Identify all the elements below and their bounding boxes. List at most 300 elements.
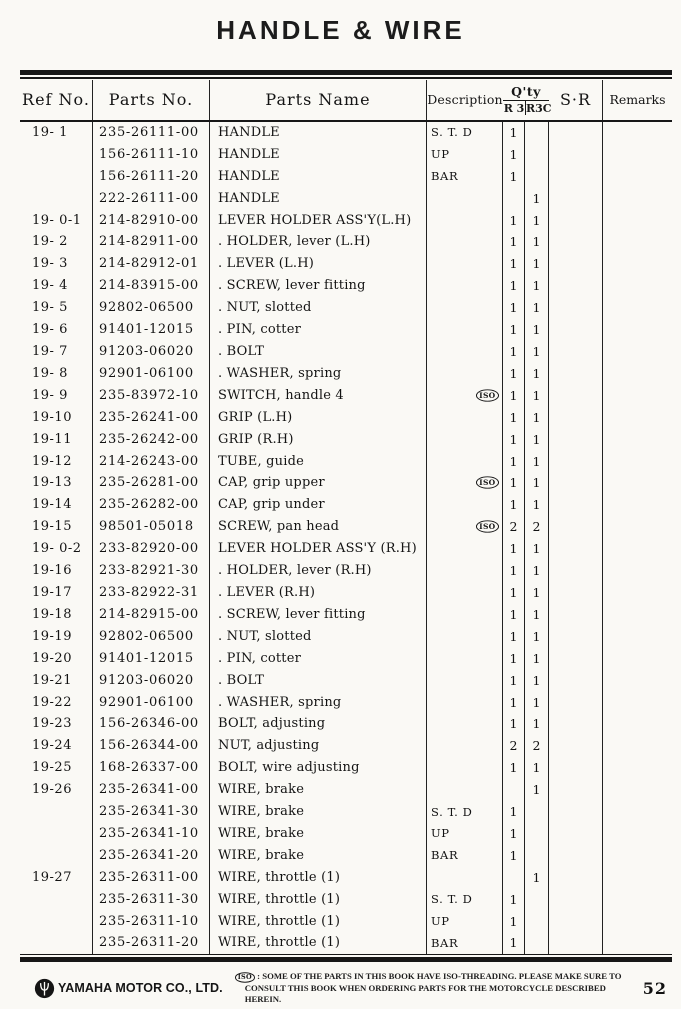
ref-no-cell [20, 187, 93, 209]
description-cell [427, 428, 503, 450]
parts-name-cell: HANDLE [210, 165, 427, 187]
qty-r3-cell: 1 [503, 253, 525, 275]
sr-cell [549, 472, 603, 494]
qty-r3c-cell: 1 [525, 297, 549, 319]
parts-name-cell: WIRE, throttle (1) [210, 888, 427, 910]
remarks-cell [603, 253, 672, 275]
sr-cell [549, 560, 603, 582]
ref-no-cell: 19- 6 [20, 319, 93, 341]
parts-no-cell: 233-82922-31 [93, 582, 210, 604]
remarks-cell [603, 669, 672, 691]
remarks-cell [603, 341, 672, 363]
parts-no-cell: 235-26341-30 [93, 801, 210, 823]
sr-cell [549, 866, 603, 888]
sr-cell [549, 516, 603, 538]
table-top-rule-thick [20, 70, 672, 75]
qty-r3c-cell [525, 888, 549, 910]
header-parts-no: Parts No. [93, 80, 210, 120]
parts-name-cell: . PIN, cotter [210, 647, 427, 669]
table-row [20, 143, 672, 165]
ref-no-cell: 19- 1 [20, 122, 93, 144]
parts-name-cell: SWITCH, handle 4 [210, 384, 427, 406]
ref-no-cell [20, 143, 93, 165]
parts-name-cell: WIRE, throttle (1) [210, 932, 427, 954]
table-row [20, 472, 672, 494]
remarks-cell [603, 450, 672, 472]
sr-cell [549, 362, 603, 384]
qty-r3c-cell: 1 [525, 713, 549, 735]
description-text: UP [431, 147, 450, 162]
parts-no-cell: 214-82910-00 [93, 209, 210, 231]
table-row [20, 165, 672, 187]
table-row [20, 297, 672, 319]
table-header-row [20, 80, 672, 122]
header-remarks: Remarks [609, 92, 666, 107]
remarks-cell [603, 582, 672, 604]
qty-r3-cell: 1 [503, 560, 525, 582]
parts-no-cell: 235-26281-00 [93, 472, 210, 494]
sr-cell [549, 932, 603, 954]
qty-r3-cell: 1 [503, 275, 525, 297]
ref-no-cell: 19- 3 [20, 253, 93, 275]
qty-r3c-cell [525, 932, 549, 954]
parts-name-cell: CAP, grip upper [210, 472, 427, 494]
ref-no-cell [20, 165, 93, 187]
header-qty-r3c: R3C [526, 102, 552, 115]
remarks-cell [603, 516, 672, 538]
table-bottom-rule-thick [20, 957, 672, 962]
qty-r3c-cell: 1 [525, 450, 549, 472]
parts-name-cell: BOLT, adjusting [210, 713, 427, 735]
parts-no-cell: 235-26311-10 [93, 910, 210, 932]
table-row [20, 669, 672, 691]
page-footer [20, 970, 673, 1006]
remarks-cell [603, 384, 672, 406]
parts-no-cell: 214-82911-00 [93, 231, 210, 253]
parts-name-cell: WIRE, throttle (1) [210, 910, 427, 932]
qty-r3c-cell [525, 801, 549, 823]
qty-r3-cell: 1 [503, 757, 525, 779]
description-cell [427, 691, 503, 713]
parts-no-cell: 91401-12015 [93, 647, 210, 669]
remarks-cell [603, 143, 672, 165]
description-text: UP [431, 914, 450, 929]
qty-r3-cell: 1 [503, 844, 525, 866]
qty-r3c-cell: 1 [525, 231, 549, 253]
remarks-cell [603, 735, 672, 757]
qty-r3c-cell: 1 [525, 494, 549, 516]
parts-name-cell: HANDLE [210, 122, 427, 144]
table-row [20, 691, 672, 713]
parts-no-cell: 214-83915-00 [93, 275, 210, 297]
description-cell [427, 757, 503, 779]
parts-name-cell: . SCREW, lever fitting [210, 603, 427, 625]
description-cell [427, 669, 503, 691]
table-row [20, 494, 672, 516]
table-row [20, 735, 672, 757]
parts-name-cell: CAP, grip under [210, 494, 427, 516]
remarks-cell [603, 713, 672, 735]
remarks-cell [603, 209, 672, 231]
parts-name-cell: . BOLT [210, 341, 427, 363]
header-qty-group [503, 80, 552, 120]
description-cell [427, 275, 503, 297]
table-row [20, 932, 672, 954]
description-text: BAR [431, 169, 459, 184]
parts-name-cell: SCREW, pan head [210, 516, 427, 538]
table-body [20, 122, 672, 954]
parts-no-cell: 235-26311-00 [93, 866, 210, 888]
parts-name-cell: WIRE, throttle (1) [210, 866, 427, 888]
ref-no-cell: 19-13 [20, 472, 93, 494]
parts-name-cell: . PIN, cotter [210, 319, 427, 341]
remarks-cell [603, 801, 672, 823]
table-row [20, 450, 672, 472]
description-cell [427, 647, 503, 669]
parts-no-cell: 235-26111-00 [93, 122, 210, 144]
qty-r3c-cell: 1 [525, 582, 549, 604]
table-top-rule-thin [20, 77, 672, 79]
remarks-cell [603, 538, 672, 560]
description-cell [427, 122, 503, 144]
description-cell [427, 253, 503, 275]
sr-cell [549, 757, 603, 779]
qty-r3-cell: 1 [503, 428, 525, 450]
qty-r3-cell: 1 [503, 538, 525, 560]
parts-no-cell: 235-26282-00 [93, 494, 210, 516]
table-row [20, 844, 672, 866]
remarks-cell [603, 472, 672, 494]
ref-no-cell: 19-27 [20, 866, 93, 888]
qty-r3c-cell: 1 [525, 253, 549, 275]
parts-no-cell: 91401-12015 [93, 319, 210, 341]
table-row [20, 538, 672, 560]
table-row [20, 516, 672, 538]
table-row [20, 122, 672, 144]
table-row [20, 801, 672, 823]
description-cell [427, 844, 503, 866]
remarks-cell [603, 231, 672, 253]
ref-no-cell: 19-22 [20, 691, 93, 713]
description-cell [427, 779, 503, 801]
qty-r3c-cell [525, 122, 549, 144]
sr-cell [549, 494, 603, 516]
sr-cell [549, 319, 603, 341]
iso-threading-icon: ISO [476, 389, 499, 401]
description-cell [427, 297, 503, 319]
description-cell [427, 603, 503, 625]
qty-r3c-cell: 1 [525, 341, 549, 363]
description-cell [427, 406, 503, 428]
qty-r3c-cell: 1 [525, 866, 549, 888]
table-row [20, 253, 672, 275]
sr-cell [549, 275, 603, 297]
parts-name-cell: TUBE, guide [210, 450, 427, 472]
ref-no-cell: 19- 5 [20, 297, 93, 319]
description-cell [427, 713, 503, 735]
sr-cell [549, 538, 603, 560]
table-row [20, 713, 672, 735]
remarks-cell [603, 560, 672, 582]
qty-r3c-cell: 2 [525, 735, 549, 757]
qty-r3c-cell [525, 165, 549, 187]
parts-no-cell: 156-26344-00 [93, 735, 210, 757]
qty-r3c-cell [525, 910, 549, 932]
ref-no-cell [20, 932, 93, 954]
remarks-cell [603, 319, 672, 341]
ref-no-cell: 19-15 [20, 516, 93, 538]
table-row [20, 406, 672, 428]
sr-cell [549, 406, 603, 428]
table-row [20, 231, 672, 253]
description-cell [427, 362, 503, 384]
ref-no-cell: 19-21 [20, 669, 93, 691]
parts-name-cell: . WASHER, spring [210, 691, 427, 713]
parts-no-cell: 214-82912-01 [93, 253, 210, 275]
parts-name-cell: WIRE, brake [210, 779, 427, 801]
qty-r3-cell: 1 [503, 582, 525, 604]
qty-r3-cell: 1 [503, 801, 525, 823]
remarks-cell [603, 275, 672, 297]
qty-r3c-cell [525, 143, 549, 165]
ref-no-cell [20, 844, 93, 866]
header-description: Description [427, 92, 503, 107]
qty-r3c-cell: 1 [525, 406, 549, 428]
iso-threading-icon: ISO [476, 477, 499, 489]
remarks-cell [603, 844, 672, 866]
qty-r3-cell: 1 [503, 713, 525, 735]
iso-threading-icon: ISO [235, 972, 255, 982]
qty-r3c-cell: 1 [525, 275, 549, 297]
table-row [20, 341, 672, 363]
parts-no-cell: 235-26242-00 [93, 428, 210, 450]
ref-no-cell: 19-14 [20, 494, 93, 516]
qty-r3c-cell: 1 [525, 560, 549, 582]
qty-r3-cell: 1 [503, 823, 525, 845]
sr-cell [549, 625, 603, 647]
parts-no-cell: 235-26341-20 [93, 844, 210, 866]
parts-no-cell: 214-82915-00 [93, 603, 210, 625]
description-cell [427, 866, 503, 888]
remarks-cell [603, 603, 672, 625]
sr-cell [549, 341, 603, 363]
description-cell [427, 209, 503, 231]
ref-no-cell: 19-17 [20, 582, 93, 604]
table-row [20, 428, 672, 450]
parts-no-cell: 156-26111-20 [93, 165, 210, 187]
qty-r3c-cell [525, 823, 549, 845]
parts-no-cell: 233-82921-30 [93, 560, 210, 582]
parts-name-cell: BOLT, wire adjusting [210, 757, 427, 779]
table-row [20, 757, 672, 779]
description-cell [427, 582, 503, 604]
ref-no-cell: 19-25 [20, 757, 93, 779]
table-row [20, 275, 672, 297]
qty-r3c-cell: 1 [525, 757, 549, 779]
iso-footnote-separator: : [257, 970, 261, 981]
description-cell [427, 143, 503, 165]
parts-no-cell: 235-26311-20 [93, 932, 210, 954]
qty-r3c-cell: 1 [525, 691, 549, 713]
qty-r3c-cell: 1 [525, 428, 549, 450]
remarks-cell [603, 494, 672, 516]
ref-no-cell: 19-18 [20, 603, 93, 625]
parts-table [20, 70, 672, 962]
remarks-cell [603, 428, 672, 450]
remarks-cell [603, 888, 672, 910]
description-cell [427, 450, 503, 472]
ref-no-cell: 19-10 [20, 406, 93, 428]
description-cell [427, 516, 503, 538]
ref-no-cell: 19- 2 [20, 231, 93, 253]
yamaha-tuning-fork-icon [34, 978, 55, 999]
qty-r3c-cell: 1 [525, 187, 549, 209]
sr-cell [549, 779, 603, 801]
parts-no-cell: 235-26311-30 [93, 888, 210, 910]
qty-r3-cell: 1 [503, 910, 525, 932]
remarks-cell [603, 932, 672, 954]
sr-cell [549, 231, 603, 253]
sr-cell [549, 297, 603, 319]
remarks-cell [603, 691, 672, 713]
sr-cell [549, 450, 603, 472]
sr-cell [549, 253, 603, 275]
qty-r3-cell [503, 779, 525, 801]
ref-no-cell: 19- 0-2 [20, 538, 93, 560]
ref-no-cell: 19- 0-1 [20, 209, 93, 231]
qty-r3-cell: 1 [503, 669, 525, 691]
sr-cell [549, 209, 603, 231]
qty-r3c-cell: 1 [525, 472, 549, 494]
parts-name-cell: . LEVER (R.H) [210, 582, 427, 604]
sr-cell [549, 428, 603, 450]
ref-no-cell: 19- 4 [20, 275, 93, 297]
sr-cell [549, 647, 603, 669]
parts-no-cell: 98501-05018 [93, 516, 210, 538]
sr-cell [549, 801, 603, 823]
page-number: 52 [642, 978, 667, 998]
description-cell [427, 932, 503, 954]
qty-r3c-cell: 1 [525, 209, 549, 231]
description-cell [427, 735, 503, 757]
header-parts-name: Parts Name [210, 80, 427, 120]
table-row [20, 384, 672, 406]
table-row [20, 319, 672, 341]
description-cell [427, 341, 503, 363]
qty-r3-cell: 1 [503, 494, 525, 516]
ref-no-cell: 19-19 [20, 625, 93, 647]
remarks-cell [603, 910, 672, 932]
company-name: YAMAHA MOTOR CO., LTD. [58, 981, 223, 995]
parts-name-cell: . HOLDER, lever (L.H) [210, 231, 427, 253]
description-cell [427, 384, 503, 406]
iso-footnote-line2: CONSULT THIS BOOK WHEN ORDERING PARTS FOR THE MOTORCYCLE DESCRIBED HEREIN. [244, 982, 606, 1004]
ref-no-cell: 19- 9 [20, 384, 93, 406]
parts-no-cell: 214-26243-00 [93, 450, 210, 472]
qty-r3-cell: 1 [503, 165, 525, 187]
header-qty-r3: R 3 [503, 102, 525, 115]
description-cell [427, 910, 503, 932]
parts-name-cell: HANDLE [210, 143, 427, 165]
parts-no-cell: 156-26346-00 [93, 713, 210, 735]
parts-no-cell: 235-26241-00 [93, 406, 210, 428]
header-sr: S·R [549, 80, 603, 120]
remarks-cell [603, 779, 672, 801]
description-cell [427, 231, 503, 253]
qty-r3-cell: 1 [503, 647, 525, 669]
remarks-cell [603, 297, 672, 319]
sr-cell [549, 122, 603, 144]
header-qty: Q'ty [503, 84, 549, 101]
parts-name-cell: NUT, adjusting [210, 735, 427, 757]
parts-no-cell: 91203-06020 [93, 669, 210, 691]
description-cell [427, 538, 503, 560]
sr-cell [549, 165, 603, 187]
qty-r3-cell: 1 [503, 341, 525, 363]
parts-name-cell: HANDLE [210, 187, 427, 209]
parts-no-cell: 235-26341-10 [93, 823, 210, 845]
sr-cell [549, 582, 603, 604]
qty-r3-cell: 1 [503, 472, 525, 494]
qty-r3c-cell: 1 [525, 669, 549, 691]
sr-cell [549, 823, 603, 845]
table-row [20, 910, 672, 932]
qty-r3-cell [503, 187, 525, 209]
ref-no-cell: 19-16 [20, 560, 93, 582]
qty-r3-cell: 1 [503, 122, 525, 144]
parts-no-cell: 235-26341-00 [93, 779, 210, 801]
parts-name-cell: . BOLT [210, 669, 427, 691]
description-cell [427, 823, 503, 845]
parts-no-cell: 168-26337-00 [93, 757, 210, 779]
qty-r3c-cell: 1 [525, 625, 549, 647]
description-cell [427, 319, 503, 341]
table-row [20, 560, 672, 582]
sr-cell [549, 735, 603, 757]
sr-cell [549, 143, 603, 165]
remarks-cell [603, 757, 672, 779]
iso-footnote-text1: SOME OF THE PARTS IN THIS BOOK HAVE ISO-THREADING. PLEASE MAKE SURE TO [262, 970, 622, 981]
header-qty-subcolumns [503, 101, 552, 115]
table-row [20, 647, 672, 669]
remarks-cell [603, 362, 672, 384]
parts-name-cell: . NUT, slotted [210, 297, 427, 319]
iso-footnote [235, 971, 635, 1006]
qty-r3-cell: 2 [503, 735, 525, 757]
qty-r3-cell: 1 [503, 932, 525, 954]
parts-no-cell: 92802-06500 [93, 625, 210, 647]
qty-r3-cell: 1 [503, 406, 525, 428]
description-cell [427, 888, 503, 910]
ref-no-cell: 19-20 [20, 647, 93, 669]
table-bottom-rule-thin [20, 954, 672, 956]
qty-r3-cell: 1 [503, 143, 525, 165]
qty-r3-cell: 1 [503, 297, 525, 319]
parts-name-cell: WIRE, brake [210, 823, 427, 845]
header-ref-no: Ref No. [20, 80, 93, 120]
description-text: BAR [431, 848, 459, 863]
parts-no-cell: 91203-06020 [93, 341, 210, 363]
parts-name-cell: WIRE, brake [210, 801, 427, 823]
iso-footnote-line1 [235, 971, 635, 983]
parts-no-cell: 233-82920-00 [93, 538, 210, 560]
qty-r3-cell: 1 [503, 384, 525, 406]
description-text: S. T. D [431, 804, 473, 819]
qty-r3-cell [503, 866, 525, 888]
qty-r3-cell: 1 [503, 209, 525, 231]
description-cell [427, 187, 503, 209]
qty-r3-cell: 1 [503, 691, 525, 713]
